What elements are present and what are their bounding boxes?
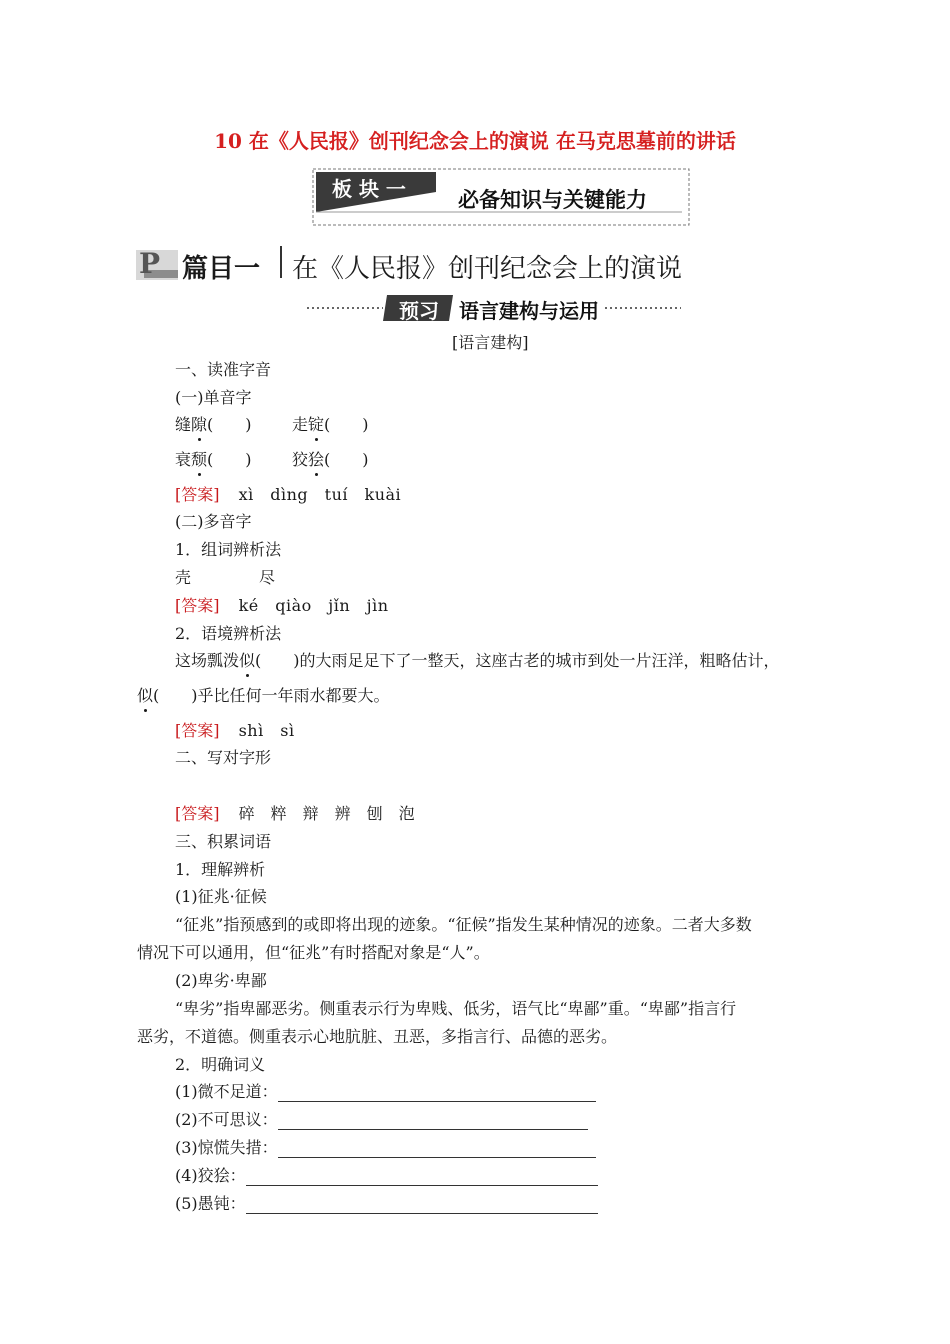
answer-line — [175, 804, 415, 824]
word-char: 缝 — [175, 415, 192, 434]
context-text: ( )乎比任何一年雨水都要大。 — [153, 686, 390, 705]
s3-sub2: 2．明确词义 — [175, 1055, 266, 1074]
pair-2-heading: (2)卑劣·卑鄙 — [175, 971, 267, 990]
word-char: 狡 — [292, 450, 309, 469]
definition-label: (4)狡狯： — [175, 1166, 246, 1185]
preview-bar — [305, 292, 683, 324]
dotted-char: 狯 — [308, 450, 325, 469]
s2-heading: 二、写对字形 — [175, 748, 272, 767]
dotted-char: 隙 — [191, 415, 208, 434]
pair-2-text: “卑劣”指卑鄙恶劣。侧重表示行为卑贱、低劣，语气比“卑鄙”重。“卑鄙”指言行 — [175, 999, 737, 1018]
blank: ( ) — [207, 450, 252, 469]
section-label: [语言建构] — [452, 333, 529, 352]
definition-item — [175, 1082, 596, 1102]
method-1-word: 尽 — [259, 568, 276, 587]
pair-2-text: 恶劣，不道德。侧重表示心地肮脏、丑恶，多指言行、品德的恶劣。 — [137, 1027, 618, 1046]
piece-title: 在《人民报》创刊纪念会上的演说 — [292, 254, 683, 284]
word-item — [175, 450, 252, 470]
answer-label: [答案] — [175, 721, 220, 740]
method-1-word: 壳 — [175, 568, 192, 587]
context-line-1 — [175, 651, 780, 671]
s3-heading: 三、积累词语 — [175, 832, 272, 851]
definition-label: (3)惊慌失措： — [175, 1138, 278, 1157]
preview-text: 语言建构与运用 — [459, 299, 599, 323]
dotted-char: 似 — [239, 651, 256, 670]
preview-tag: 预习 — [399, 299, 439, 323]
answer-label: [答案] — [175, 596, 220, 615]
piece-divider — [280, 246, 282, 278]
definition-item — [175, 1138, 596, 1158]
s1-sub2: (二)多音字 — [175, 512, 252, 531]
word-char: 走 — [292, 415, 309, 434]
method-1: 1．组词辨析法 — [175, 540, 282, 559]
context-text: ( )的大雨足足下了一整天，这座古老的城市到处一片汪洋，粗略估计， — [255, 651, 780, 670]
answer-line — [175, 596, 389, 616]
pair-1-heading: (1)征兆·征候 — [175, 887, 267, 906]
blank: ( ) — [207, 415, 252, 434]
section-banner — [312, 168, 690, 226]
fill-blank[interactable] — [278, 1141, 596, 1158]
context-text: 这场瓢泼 — [175, 651, 240, 670]
pair-1-text: 情况下可以通用，但“征兆”有时搭配对象是“人”。 — [137, 943, 490, 962]
answer-label: [答案] — [175, 485, 220, 504]
definition-label: (2)不可思议： — [175, 1110, 278, 1129]
piece-logo-letter: P — [139, 247, 161, 280]
s3-sub1: 1．理解辨析 — [175, 860, 266, 879]
answer-text: 碎 粹 辩 辨 刨 泡 — [238, 804, 415, 823]
definition-item — [175, 1110, 588, 1130]
blank: ( ) — [324, 415, 369, 434]
piece-label: 篇目一 — [182, 254, 261, 284]
answer-text: shì sì — [238, 721, 295, 740]
definition-item — [175, 1194, 598, 1214]
blank: ( ) — [324, 450, 369, 469]
pair-1-text: “征兆”指预感到的或即将出现的迹象。“征候”指发生某种情况的迹象。二者大多数 — [175, 915, 752, 934]
dotted-char: 似 — [137, 686, 154, 705]
answer-line — [175, 485, 401, 505]
dotted-char: 颓 — [191, 450, 208, 469]
fill-blank[interactable] — [278, 1085, 596, 1102]
word-char: 衰 — [175, 450, 192, 469]
word-item — [175, 415, 252, 435]
answer-text: xì dìng tuí kuài — [238, 485, 402, 504]
piece-logo — [136, 247, 178, 280]
context-line-2 — [137, 686, 390, 706]
fill-blank[interactable] — [246, 1169, 598, 1186]
s1-heading: 一、读准字音 — [175, 360, 272, 379]
method-2: 2．语境辨析法 — [175, 624, 282, 643]
word-item — [292, 450, 369, 470]
answer-text: ké qiào jǐn jìn — [238, 596, 389, 615]
word-item — [292, 415, 369, 435]
answer-label: [答案] — [175, 804, 220, 823]
banner-tag: 板 块 一 — [332, 177, 406, 201]
fill-blank[interactable] — [246, 1197, 598, 1214]
definition-label: (5)愚钝： — [175, 1194, 246, 1213]
document-title: 10 在《人民报》创刊纪念会上的演说 在马克思墓前的讲话 — [214, 129, 736, 153]
s1-sub1: (一)单音字 — [175, 388, 252, 407]
answer-line — [175, 721, 295, 741]
definition-item — [175, 1166, 598, 1186]
definition-label: (1)微不足道： — [175, 1082, 278, 1101]
fill-blank[interactable] — [278, 1113, 588, 1130]
banner-text: 必备知识与关键能力 — [458, 188, 647, 212]
dotted-char: 锭 — [308, 415, 325, 434]
